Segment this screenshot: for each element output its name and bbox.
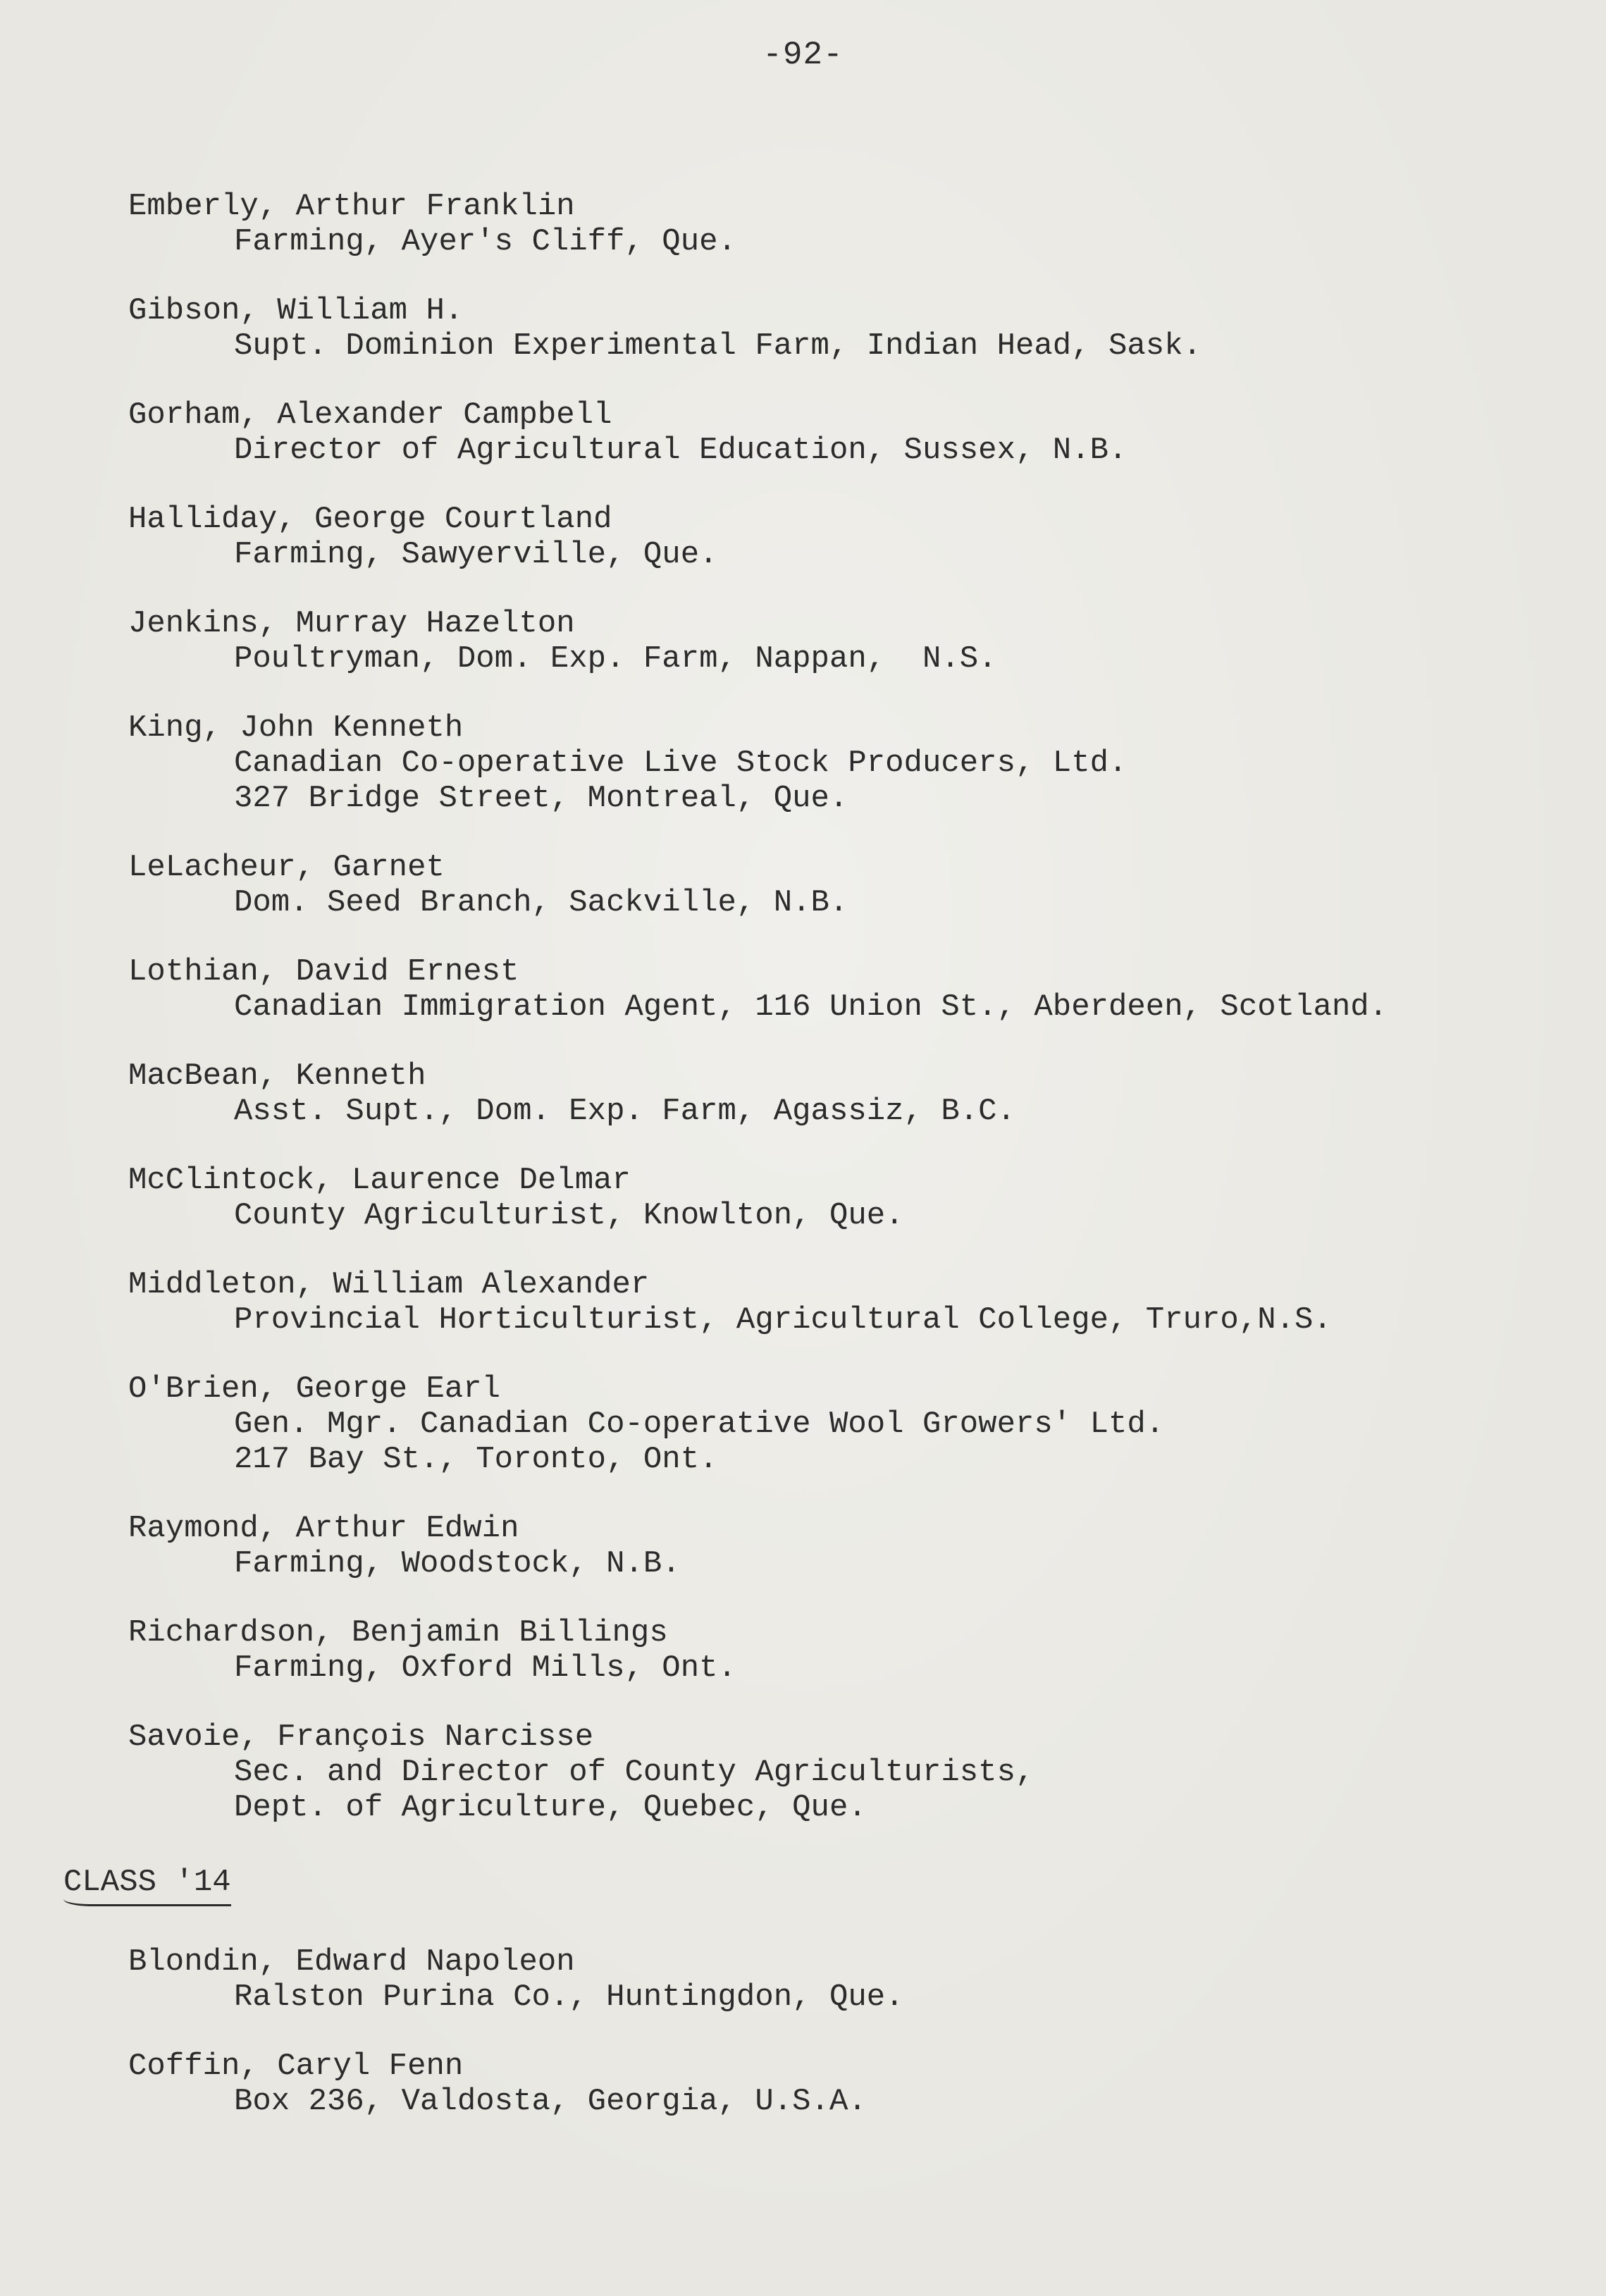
entry-name: MacBean, Kenneth: [128, 1058, 426, 1094]
entry-name: Jenkins, Murray Hazelton: [128, 606, 575, 641]
directory-entry: [128, 606, 1580, 677]
entry-detail-line: Sec. and Director of County Agriculturists,: [234, 1755, 1034, 1790]
entry-detail-line: 327 Bridge Street, Montreal, Que.: [234, 781, 848, 816]
entry-name: LeLacheur, Garnet: [128, 850, 445, 885]
directory-entry: [128, 2049, 1580, 2119]
entry-detail-line: Director of Agricultural Education, Sussex, N.B.: [234, 433, 1128, 468]
directory-entry: [128, 1511, 1580, 1581]
entry-name: Blondin, Edward Napoleon: [128, 1944, 575, 1980]
directory-entry: [128, 850, 1580, 920]
entry-name: Gorham, Alexander Campbell: [128, 397, 612, 433]
entry-name: McClintock, Laurence Delmar: [128, 1163, 631, 1198]
entry-detail-line: Farming, Ayer's Cliff, Que.: [234, 224, 736, 259]
directory-entry: [128, 293, 1580, 364]
entry-detail-line: Box 236, Valdosta, Georgia, U.S.A.: [234, 2084, 867, 2119]
entry-name: Gibson, William H.: [128, 293, 464, 328]
directory-entry: [128, 710, 1580, 816]
entry-detail-line: Farming, Woodstock, N.B.: [234, 1546, 681, 1581]
entry-detail-line: Farming, Oxford Mills, Ont.: [234, 1650, 736, 1686]
entry-detail-line: County Agriculturist, Knowlton, Que.: [234, 1198, 904, 1233]
directory-entries: [63, 189, 1580, 2153]
entry-detail-line: Canadian Immigration Agent, 116 Union St., Aberdeen, Scotland.: [234, 989, 1388, 1025]
entries-before-list: [128, 189, 1580, 1825]
entries-after-list: [128, 1944, 1580, 2119]
directory-entry: [128, 1371, 1580, 1477]
entry-detail-line: Supt. Dominion Experimental Farm, Indian Head, Sask.: [234, 328, 1202, 364]
entry-name: Richardson, Benjamin Billings: [128, 1615, 668, 1650]
entry-detail-line: Gen. Mgr. Canadian Co-operative Wool Growers' Ltd.: [234, 1407, 1165, 1442]
directory-entry: [128, 397, 1580, 468]
entry-name: Lothian, David Ernest: [128, 954, 519, 989]
directory-entry: [128, 954, 1580, 1025]
page-number: -92-: [762, 37, 844, 73]
entry-detail-line: Dom. Seed Branch, Sackville, N.B.: [234, 885, 848, 920]
entry-detail-line: Asst. Supt., Dom. Exp. Farm, Agassiz, B.C.: [234, 1094, 1015, 1129]
directory-entry: [128, 189, 1580, 259]
entry-detail-line: Dept. of Agriculture, Quebec, Que.: [234, 1790, 867, 1825]
entry-name: Coffin, Caryl Fenn: [128, 2049, 464, 2084]
entry-detail-line: Provincial Horticulturist, Agricultural College, Truro,N.S.: [234, 1302, 1332, 1338]
class-heading: CLASS '14: [63, 1865, 231, 1906]
entry-name: Emberly, Arthur Franklin: [128, 189, 575, 224]
directory-entry: [128, 1944, 1580, 2015]
entry-detail-line: Ralston Purina Co., Huntingdon, Que.: [234, 1980, 904, 2015]
entry-detail-line: 217 Bay St., Toronto, Ont.: [234, 1442, 718, 1477]
directory-entry: [128, 1058, 1580, 1129]
entry-name: Middleton, William Alexander: [128, 1267, 650, 1302]
directory-entry: [128, 502, 1580, 572]
directory-entry: [128, 1615, 1580, 1686]
directory-entry: [128, 1163, 1580, 1233]
entry-detail-line: Farming, Sawyerville, Que.: [234, 537, 718, 572]
entry-name: Raymond, Arthur Edwin: [128, 1511, 519, 1546]
entry-detail-line: Canadian Co-operative Live Stock Producers, Ltd.: [234, 746, 1128, 781]
directory-entry: [128, 1720, 1580, 1825]
entry-name: Halliday, George Courtland: [128, 502, 612, 537]
entry-name: King, John Kenneth: [128, 710, 464, 746]
entry-name: O'Brien, George Earl: [128, 1371, 501, 1407]
entry-name: Savoie, François Narcisse: [128, 1720, 594, 1755]
entry-detail-line: Poultryman, Dom. Exp. Farm, Nappan, N.S.: [234, 641, 997, 677]
directory-entry: [128, 1267, 1580, 1338]
